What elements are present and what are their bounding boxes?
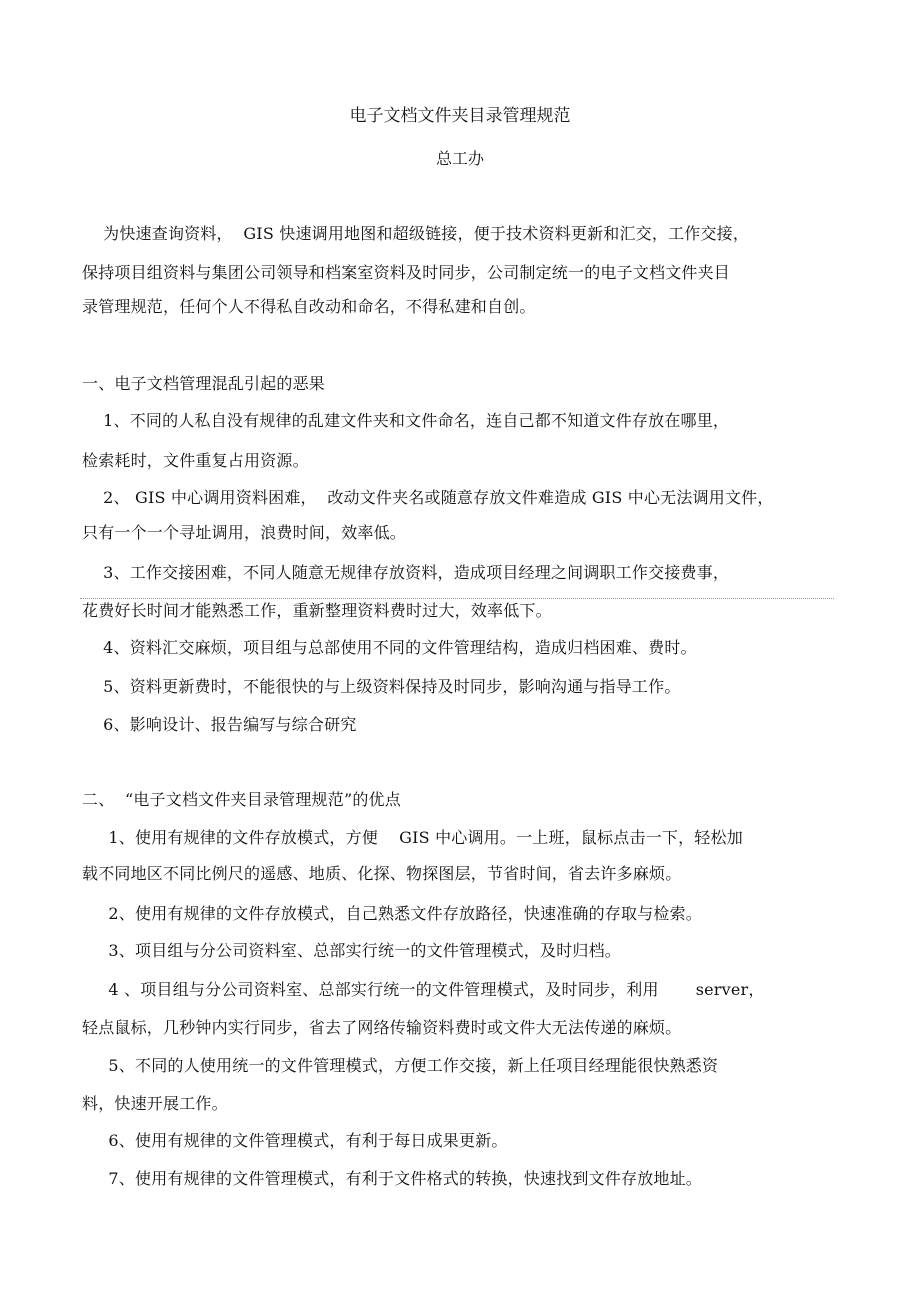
section1-line: 检索耗时，文件重复占用资源。 — [82, 451, 309, 470]
intro-line: 保持项目组资料与集团公司领导和档案室资料及时同步，公司制定统一的电子文档文件夹目 — [82, 263, 731, 282]
section1-line: 6、影响设计、报告编写与综合研究 — [82, 715, 357, 734]
section2-line: 料，快速开展工作。 — [82, 1094, 228, 1113]
section1-line: 5、资料更新费时，不能很快的与上级资料保持及时同步，影响沟通与指导工作。 — [82, 677, 681, 696]
document-department: 总工办 — [435, 149, 484, 168]
section2-heading: 二、 “电子文档文件夹目录管理规范”的优点 — [82, 790, 401, 809]
section2-line: 4 、项目组与分公司资料室、总部实行统一的文件管理模式，及时同步，利用 server， — [82, 980, 765, 999]
section2-line: 7、使用有规律的文件管理模式，有利于文件格式的转换，快速找到文件存放地址。 — [82, 1169, 703, 1188]
section2-line: 2、使用有规律的文件存放模式，自己熟悉文件存放路径，快速准确的存取与检索。 — [82, 904, 703, 923]
section2-line: 1、使用有规律的文件存放模式，方便 GIS 中心调用。一上班，鼠标点击一下，轻松加 — [82, 828, 743, 847]
section1-line: 4、资料汇交麻烦，项目组与总部使用不同的文件管理结构，造成归档困难、费时。 — [82, 638, 697, 657]
section1-line: 1、不同的人私自没有规律的乱建文件夹和文件命名，连自己都不知道文件存放在哪里， — [82, 411, 730, 430]
dotted-divider — [80, 598, 834, 599]
section1-line: 只有一个一个寻址调用，浪费时间，效率低。 — [82, 523, 407, 542]
section2-line: 6、使用有规律的文件管理模式，有利于每日成果更新。 — [82, 1131, 508, 1150]
section1-line: 3、工作交接困难，不同人随意无规律存放资料，造成项目经理之间调职工作交接费事， — [82, 563, 730, 582]
section1-heading: 一、电子文档管理混乱引起的恶果 — [82, 374, 326, 393]
section2-line: 载不同地区不同比例尺的遥感、地质、化探、物探图层，节省时间，省去许多麻烦。 — [82, 864, 682, 883]
section1-line: 2、 GIS 中心调用资料困难， 改动文件夹名或随意存放文件难造成 GIS 中心无法调用文件， — [82, 488, 774, 507]
document-title: 电子文档文件夹目录管理规范 — [349, 106, 571, 126]
section2-line: 5、不同的人使用统一的文件管理模式，方便工作交接，新上任项目经理能很快熟悉资 — [82, 1056, 719, 1075]
intro-line: 录管理规范，任何个人不得私自改动和命名，不得私建和自创。 — [82, 297, 536, 316]
section2-line: 轻点鼠标，几秒钟内实行同步，省去了网络传输资料费时或文件大无法传递的麻烦。 — [82, 1018, 682, 1037]
section2-line: 3、项目组与分公司资料室、总部实行统一的文件管理模式，及时归档。 — [82, 941, 622, 960]
intro-line: 为快速查询资料， GIS 快速调用地图和超级链接，便于技术资料更新和汇交，工作交接， — [82, 224, 750, 243]
section1-line: 花费好长时间才能熟悉工作，重新整理资料费时过大，效率低下。 — [82, 601, 552, 620]
